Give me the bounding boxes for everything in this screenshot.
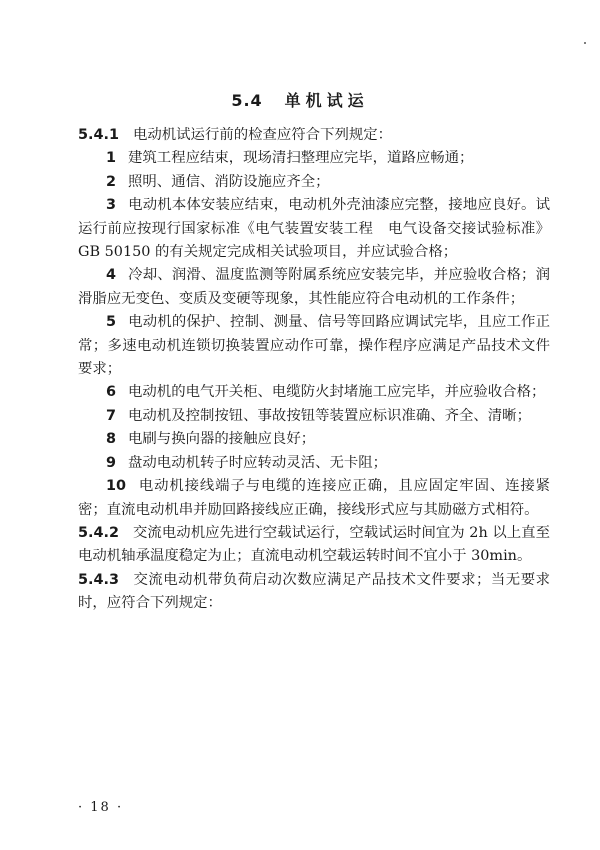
item-text: 冷却、润滑、温度监测等附属系统应安装完毕，并应验收合格；润滑脂应无变色、变质及变硬等现象，其性能应符合电动机的工作条件； (78, 267, 550, 307)
list-item (78, 405, 550, 428)
scan-mark (584, 42, 586, 44)
list-item (78, 311, 550, 381)
document-body (78, 124, 550, 616)
item-number: 9 (106, 454, 117, 471)
item-text: 电动机本体安装应结束，电动机外壳油漆应完整，接地应良好。试运行前应按现行国家标准《电气装置安装工程 电气设备交接试验标准》GB 50150 的有关规定完成相关试验项目，并应试验合格； (78, 197, 550, 261)
item-number: 7 (106, 407, 117, 424)
list-item (78, 428, 550, 451)
item-number: 1 (106, 150, 117, 167)
item-text: 电动机的电气开关柜、电缆防火封堵施工应完毕，并应验收合格； (128, 384, 546, 401)
clause-5-4-3 (78, 569, 550, 616)
clause-number: 5.4.3 (78, 571, 119, 588)
item-number: 5 (106, 314, 117, 331)
section-heading (0, 88, 600, 111)
section-number: 5.4 (231, 91, 263, 110)
item-text: 盘动电动机转子时应转动灵活、无卡阻； (128, 454, 388, 471)
clause-number: 5.4.1 (78, 127, 119, 143)
clause-text: 电动机试运行前的检查应符合下列规定： (132, 127, 393, 143)
item-number: 8 (106, 431, 117, 448)
section-title: 单机试运 (284, 91, 369, 110)
item-number: 10 (106, 478, 127, 495)
item-number: 4 (106, 267, 117, 284)
item-text: 建筑工程应结束，现场清扫整理应完毕，道路应畅通； (128, 150, 474, 167)
list-item (78, 194, 550, 264)
item-number: 6 (106, 384, 117, 401)
list-item (78, 452, 550, 475)
item-text: 电动机及控制按钮、事故按钮等装置应标识准确、齐全、清晰； (128, 407, 531, 424)
list-item (78, 381, 550, 404)
clause-text: 交流电动机应先进行空载试运行，空载试运时间宜为 2h 以上直至电动机轴承温度稳定为止；直流电动机空载运转时间不宜小于 30min。 (78, 524, 550, 565)
item-number: 3 (106, 197, 117, 214)
item-text: 电动机的保护、控制、测量、信号等回路应调试完毕，且应工作正常；多速电动机连锁切换装置应动作可靠，操作程序应满足产品技术文件要求； (78, 314, 550, 378)
clause-5-4-2 (78, 522, 550, 569)
clause-text: 交流电动机带负荷启动次数应满足产品技术文件要求；当无要求时，应符合下列规定： (78, 571, 550, 612)
item-number: 2 (106, 173, 117, 190)
clause-5-4-1 (78, 124, 550, 147)
list-item (78, 147, 550, 170)
list-item (78, 475, 550, 522)
item-text: 电动机接线端子与电缆的连接应正确，且应固定牢固、连接紧密；直流电动机串并励回路接线应正确，接线形式应与其励磁方式相符。 (78, 478, 550, 518)
item-text: 电刷与换向器的接触应良好； (128, 431, 316, 448)
page-number: · 18 · (78, 800, 124, 815)
list-item (78, 264, 550, 311)
list-item (78, 171, 550, 194)
item-text: 照明、通信、消防设施应齐全； (128, 173, 330, 190)
clause-number: 5.4.2 (78, 524, 119, 541)
